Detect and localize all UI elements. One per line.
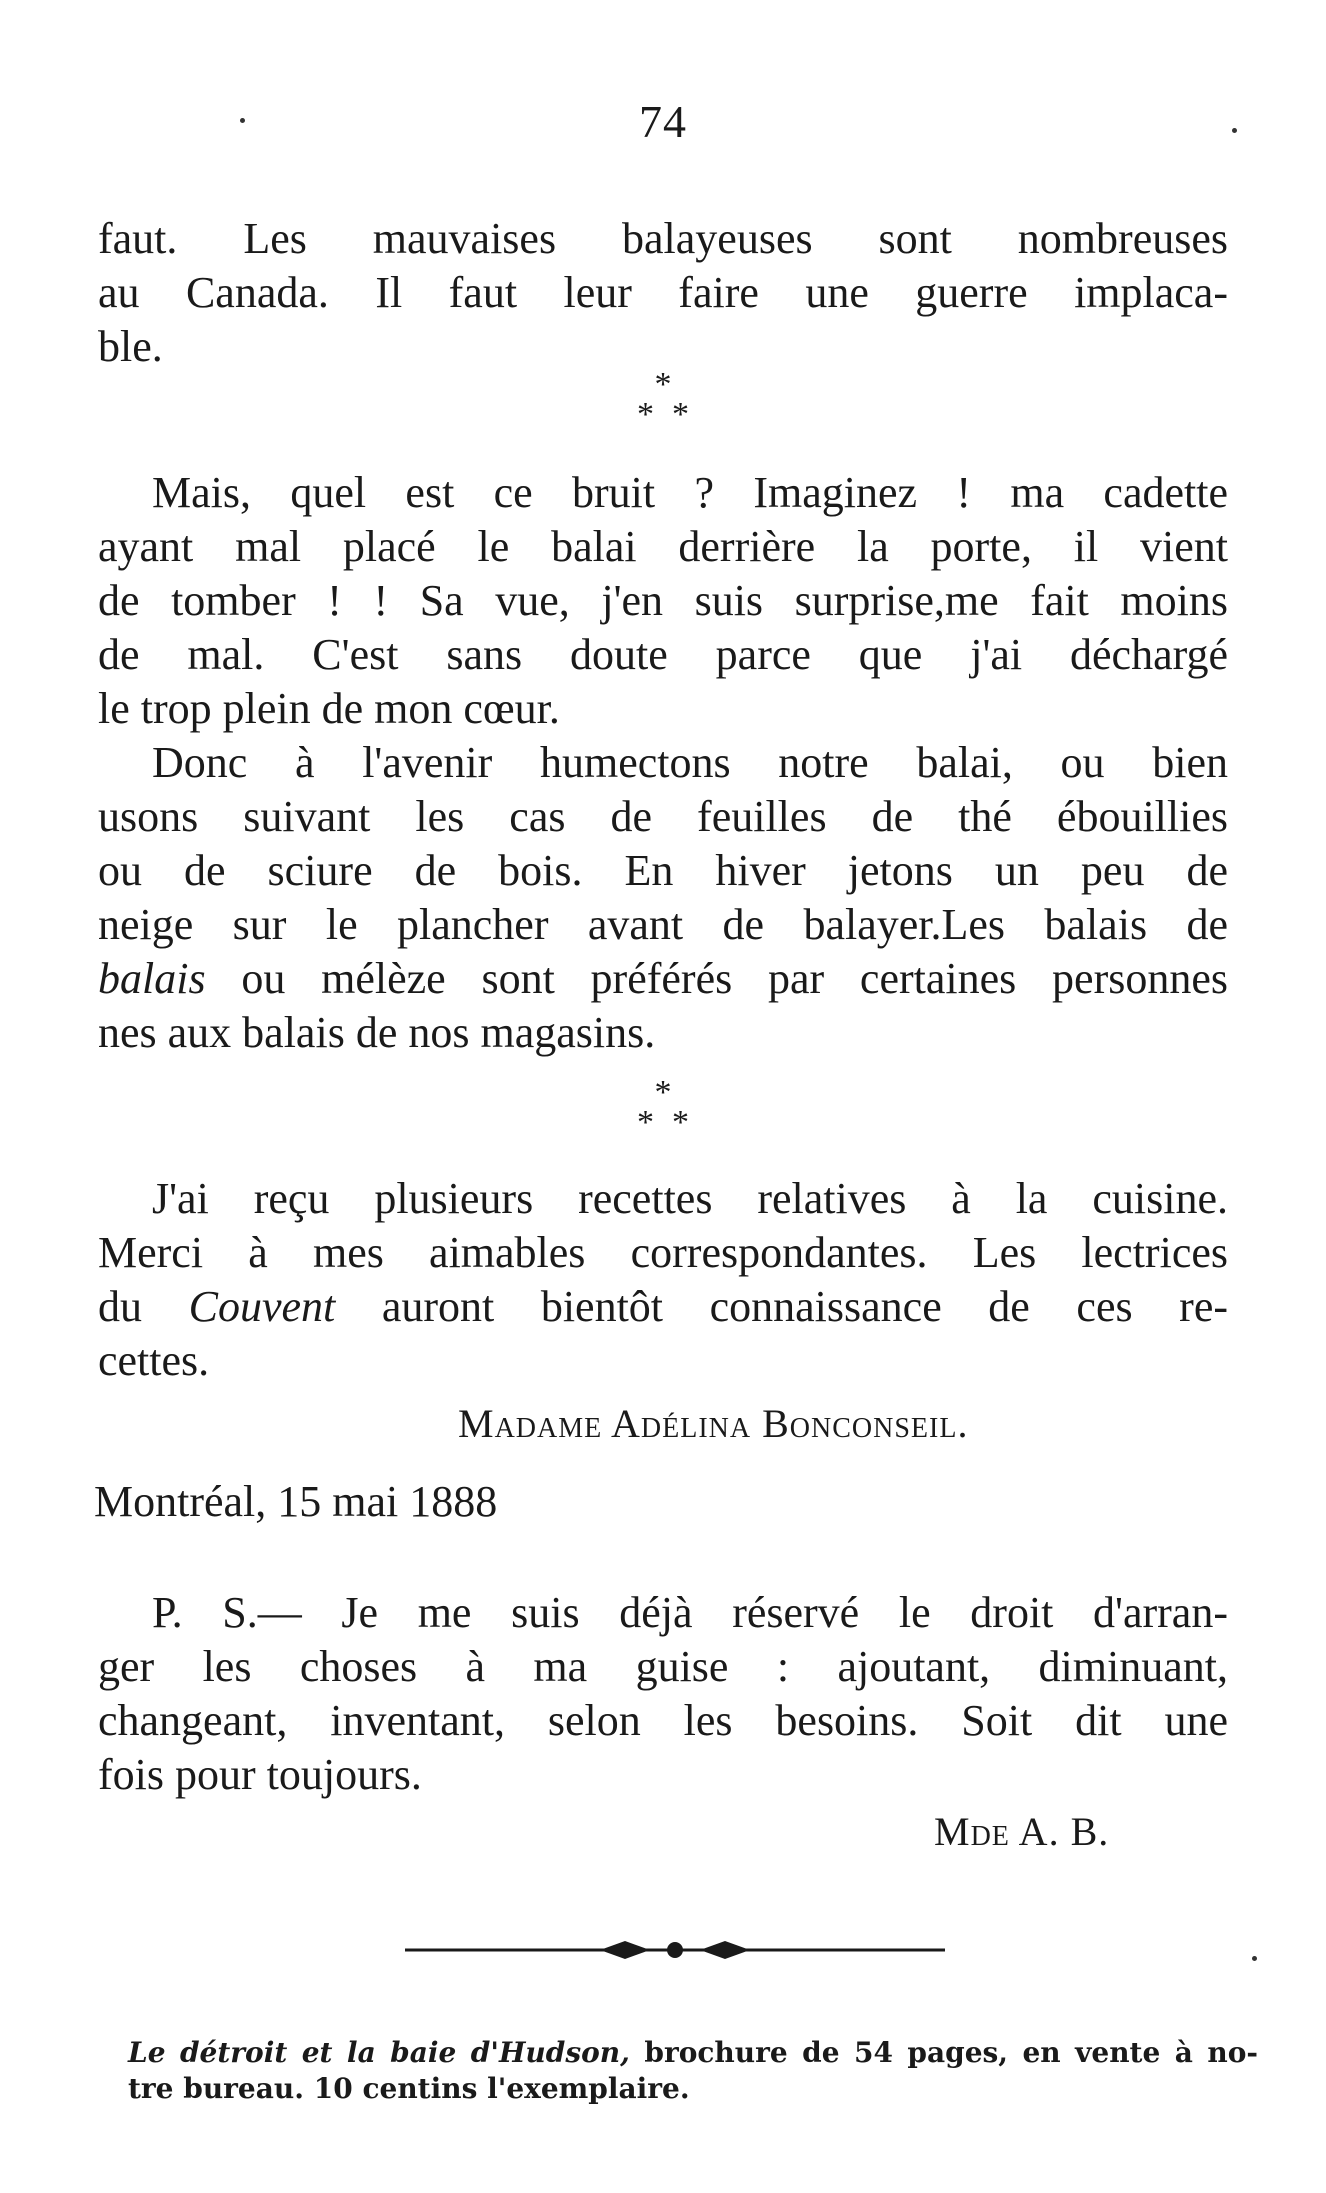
text-line: ou de sciure de bois. En hiver jetons un peu de (98, 846, 1228, 895)
text-line: le trop plein de mon cœur. (98, 684, 560, 733)
text-line: de mal. C'est sans doute parce que j'ai déchargé (98, 630, 1228, 679)
text-line-rest: ou mélèze sont préférés par certaines personnes (241, 954, 1228, 1003)
text-line: J'ai reçu plusieurs recettes relatives à la cuisine. (152, 1174, 1228, 1223)
paragraph-1 (98, 212, 1228, 374)
text-line: fois pour toujours. (98, 1750, 422, 1799)
text-line: ayant mal placé le balai derrière la porte, il vient (98, 522, 1228, 571)
paragraph-3 (98, 736, 1228, 1060)
text-line: nes aux balais de nos magasins. (98, 1008, 656, 1057)
text-line: au Canada. Il faut leur faire une guerre implaca- (98, 268, 1228, 317)
italic-word: balais (98, 954, 206, 1003)
text-line-rest: auront bientôt connaissance de ces re- (381, 1282, 1229, 1331)
text-line: P. S.— Je me suis déjà réservé le droit d'arran- (152, 1588, 1228, 1637)
text-line: changeant, inventant, selon les besoins. Soit dit une (98, 1696, 1228, 1745)
signature-full: Madame Adélina Bonconseil. (458, 1401, 969, 1446)
text-line (98, 1280, 1228, 1334)
postscript (98, 1586, 1228, 1802)
text-line: ble. (98, 322, 163, 371)
asterism-top: * (654, 366, 672, 403)
paragraph-2 (98, 466, 1228, 736)
asterism-bottom: ** (637, 1104, 707, 1141)
dateline: Montréal, 15 mai 1888 (94, 1477, 498, 1526)
asterism (0, 366, 1326, 433)
text-line: neige sur le plancher avant de balayer.Les balais de (98, 900, 1228, 949)
footer-text: brochure de 54 pages, en vente à no- (644, 2036, 1259, 2069)
text-line: de tomber ! ! Sa vue, j'en suis surprise,me fait moins (98, 576, 1228, 625)
footer-note (128, 2035, 1258, 2107)
text-line: usons suivant les cas de feuilles de thé ébouillies (98, 792, 1228, 841)
text-line: faut. Les mauvaises balayeuses sont nombreuses (98, 214, 1228, 263)
footer-line (128, 2035, 1258, 2071)
italic-word: Couvent (188, 1282, 336, 1331)
asterism (0, 1074, 1326, 1141)
asterism-top: * (654, 1074, 672, 1111)
text-line-prefix: du (98, 1282, 142, 1331)
text-line: Donc à l'avenir humectons notre balai, ou bien (152, 738, 1228, 787)
text-line: cettes. (98, 1336, 210, 1385)
page-number: 74 (639, 96, 687, 147)
footer-italic-title: Le détroit et la baie d'Hudson, (128, 2036, 630, 2069)
text-line: Merci à mes aimables correspondantes. Les lectrices (98, 1228, 1228, 1277)
paragraph-4 (98, 1172, 1228, 1388)
signature-initials: Mde A. B. (934, 1809, 1110, 1854)
text-line: Mais, quel est ce bruit ? Imaginez ! ma cadette (152, 468, 1228, 517)
footer-line: tre bureau. 10 centins l'exemplaire. (128, 2072, 690, 2105)
speck (1252, 1956, 1257, 1961)
text-line: ger les choses à ma guise : ajoutant, diminuant, (98, 1642, 1228, 1691)
text-line (98, 952, 1228, 1006)
ornamental-rule (405, 1935, 945, 1965)
asterism-bottom: ** (637, 396, 707, 433)
